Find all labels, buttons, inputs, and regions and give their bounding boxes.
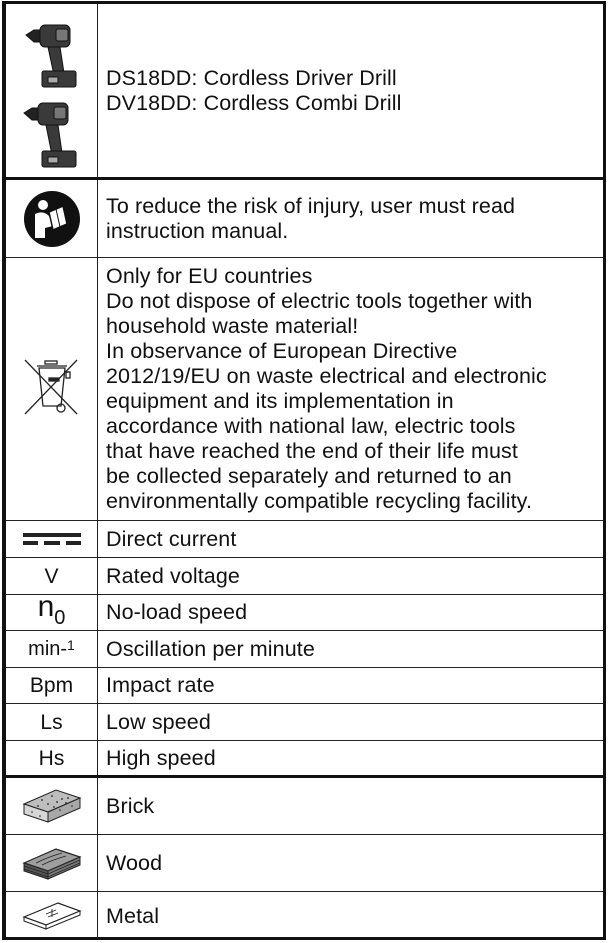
symbol-legend-table bbox=[2, 1, 606, 940]
no-load-speed-symbol: $n_0$ bbox=[37, 589, 66, 629]
description-line: No-load speed bbox=[106, 600, 248, 624]
description-cell bbox=[98, 668, 603, 703]
description-line: In observance of European Directive bbox=[106, 339, 458, 363]
description-line: Oscillation per minute bbox=[106, 636, 315, 661]
symbol-cell bbox=[6, 778, 98, 834]
symbol-cell bbox=[6, 258, 98, 520]
table-row-impact-rate bbox=[6, 668, 603, 704]
description-line: DV18DD: Cordless Combi Drill bbox=[106, 90, 402, 115]
metal-icon bbox=[22, 899, 82, 933]
description-line: instruction manual. bbox=[106, 218, 289, 243]
low-speed-symbol: Ls bbox=[40, 710, 63, 734]
table-row-brick bbox=[6, 778, 603, 835]
description-line: Impact rate bbox=[106, 673, 215, 697]
description-cell bbox=[98, 4, 603, 177]
description-line: Low speed bbox=[106, 709, 211, 734]
table-row-wood bbox=[6, 835, 603, 892]
description-line: DS18DD: Cordless Driver Drill bbox=[106, 65, 397, 90]
description-cell bbox=[98, 180, 603, 257]
table-row-read-manual bbox=[6, 180, 603, 258]
description-line: equipment and its implementation in bbox=[106, 389, 454, 413]
table-row-weee-disposal bbox=[6, 258, 603, 521]
description-line: High speed bbox=[106, 745, 216, 770]
description-line: accordance with national law, electric tools bbox=[106, 414, 516, 438]
per-minute-symbol: min-$^1$ bbox=[28, 637, 75, 660]
symbol-cell bbox=[6, 4, 98, 177]
description-line: Do not dispose of electric tools together with bbox=[106, 289, 533, 313]
description-cell bbox=[98, 558, 603, 594]
symbol-cell bbox=[6, 631, 98, 667]
symbol-cell bbox=[6, 704, 98, 740]
cordless-drill-icon bbox=[20, 11, 84, 171]
table-row-metal bbox=[6, 892, 603, 940]
table-row-drill-models bbox=[6, 4, 603, 180]
read-manual-icon bbox=[23, 190, 81, 248]
description-line: environmentally compatible recycling facility. bbox=[106, 489, 533, 513]
description-line: Direct current bbox=[106, 526, 237, 551]
table-row-no-load-speed bbox=[6, 589, 603, 631]
table-row-rated-voltage bbox=[6, 558, 603, 595]
symbol-cell bbox=[6, 521, 98, 557]
symbol-cell bbox=[6, 180, 98, 257]
description-cell bbox=[98, 778, 603, 834]
description-cell bbox=[98, 521, 603, 557]
description-cell bbox=[98, 835, 603, 891]
description-line: be collected separately and returned to an bbox=[106, 464, 512, 488]
description-line: that have reached the end of their life must bbox=[106, 439, 518, 463]
description-cell bbox=[98, 258, 603, 520]
symbol-cell bbox=[6, 741, 98, 775]
symbol-cell bbox=[6, 668, 98, 703]
description-cell bbox=[98, 741, 603, 775]
description-cell bbox=[98, 704, 603, 740]
high-speed-symbol: Hs bbox=[38, 746, 65, 770]
direct-current-icon bbox=[23, 532, 81, 546]
table-row-oscillation-per-minute bbox=[6, 631, 603, 668]
symbol-cell bbox=[6, 835, 98, 891]
description-line: 2012/19/EU on waste electrical and electronic bbox=[106, 364, 547, 388]
voltage-symbol: V bbox=[44, 564, 59, 588]
brick-icon bbox=[22, 786, 82, 826]
table-row-low-speed bbox=[6, 704, 603, 741]
description-line: household waste material! bbox=[106, 314, 359, 338]
description-cell bbox=[98, 595, 603, 630]
description-cell bbox=[98, 892, 603, 940]
table-row-high-speed bbox=[6, 741, 603, 778]
crossed-out-wheelie-bin-icon bbox=[23, 358, 81, 420]
symbol-cell bbox=[6, 892, 98, 940]
description-cell bbox=[98, 631, 603, 667]
description-line: Only for EU countries bbox=[106, 264, 313, 288]
symbol-cell bbox=[6, 589, 98, 630]
table-row-direct-current bbox=[6, 521, 603, 558]
description-line: Brick bbox=[106, 793, 155, 818]
impact-rate-symbol: Bpm bbox=[29, 674, 74, 697]
description-line: To reduce the risk of injury, user must read bbox=[106, 193, 516, 218]
description-line: Rated voltage bbox=[106, 563, 240, 588]
description-line: Wood bbox=[106, 850, 163, 875]
description-line: Metal bbox=[106, 903, 160, 928]
wood-icon bbox=[22, 843, 82, 883]
